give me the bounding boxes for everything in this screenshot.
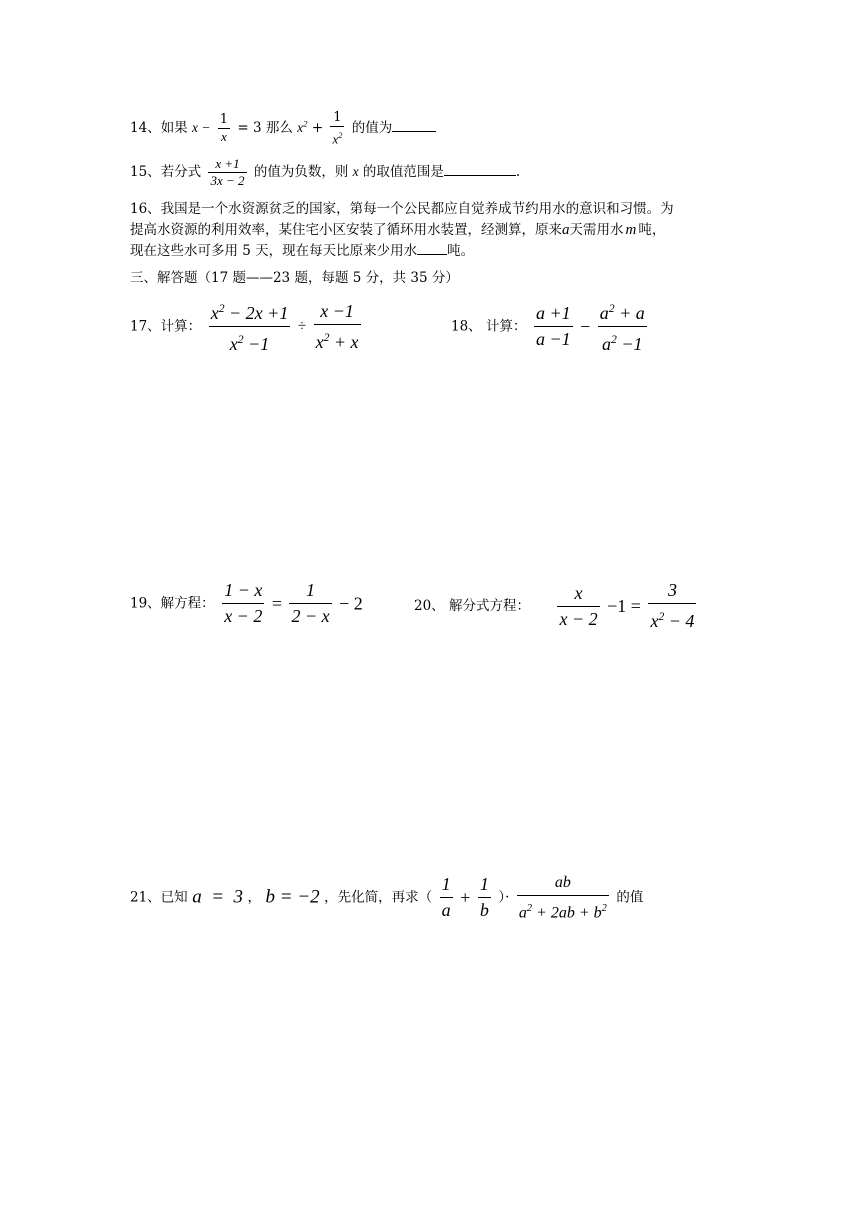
question-18: [451, 296, 650, 357]
q16-var-m: m: [625, 222, 637, 238]
question-20: [414, 578, 699, 634]
q16-var-a: a: [562, 222, 570, 238]
q14-fraction-2: $\frac{1}{x^2}$: [332, 110, 343, 147]
q19-tail: − 2: [339, 593, 363, 614]
q19-eq: =: [271, 593, 282, 614]
q21-close: ）·: [498, 889, 510, 906]
q17-operator: ÷: [297, 318, 307, 335]
q14-eq: = 3: [237, 120, 262, 137]
question-16-line-1: 16、我国是一个水资源贫乏的国家，第每一个公民都应自觉养成节约用水的意识和习惯。为: [130, 201, 674, 217]
q17-fraction-1: $\frac{x^2 - 2x +1}{x^2 -1}$: [209, 296, 291, 357]
q15-prefix: 若分式: [160, 164, 202, 180]
question-16-line-2: 提高水资源的利用效率，某住宅小区安装了循环用水装置，经测算，原来a天需用水 m 吨，: [130, 222, 666, 238]
q18-operator: −: [580, 316, 591, 337]
q14-plus: +: [311, 120, 324, 137]
q21-a-expr: a = 3: [192, 886, 244, 908]
q21-comma: ，: [247, 889, 262, 905]
q15-answer-blank[interactable]: [444, 162, 516, 176]
q21-plus: +: [460, 887, 471, 908]
q19-fraction-2: $\frac{1}{2 - x}$: [289, 578, 331, 629]
q15-end: .: [515, 164, 521, 180]
q21-prefix: 21、已知: [130, 889, 188, 906]
q18-fraction-1: $\frac{a +1}{a -1}$: [534, 301, 573, 352]
question-21: [130, 870, 643, 925]
q15-number: 15、: [130, 164, 161, 180]
q19-label: 19、解方程：: [130, 595, 215, 612]
q14-prefix: 如果: [160, 120, 188, 137]
q21-suffix: 的值: [616, 889, 644, 906]
q20-mid: −1 =: [607, 596, 641, 616]
q21-text: ，先化简，再求（: [324, 889, 433, 906]
q14-fraction: $\frac{1}{x}$: [219, 112, 229, 145]
q15-fraction: $\frac{x +1}{3x - 2}$: [210, 156, 245, 188]
q21-fraction-3: $\frac{ab}{a^2 + 2ab + b^2}$: [517, 870, 609, 925]
q14-number: 14、: [130, 120, 161, 137]
q14-lhs: x −: [191, 120, 211, 136]
q14-mid: 那么: [265, 120, 293, 137]
q19-fraction-1: $\frac{1 - x}{x - 2}$: [222, 578, 264, 629]
q18-label: 18、 计算：: [451, 318, 527, 335]
q14-expr: $x^2$: [297, 118, 308, 136]
q15-var: x: [352, 164, 359, 179]
question-14: [130, 110, 436, 147]
q20-label: 20、 解分式方程：: [414, 598, 530, 614]
question-16-line-3: 现在这些水可多用 5 天，现在每天比原来少用水 吨。: [130, 243, 475, 259]
q16-answer-blank[interactable]: [417, 241, 447, 255]
q17-fraction-2: $\frac{x -1}{x^2 + x}$: [314, 299, 361, 355]
q18-fraction-2: $\frac{a^2 + a}{a^2 -1}$: [598, 296, 647, 357]
question-19: [130, 578, 363, 629]
q14-answer-blank[interactable]: [392, 118, 436, 132]
question-17: [130, 296, 364, 357]
q15-text2: 的取值范围是: [362, 164, 444, 180]
q15-text1: 的值为负数，则: [253, 164, 349, 180]
q20-fraction-1: $\frac{x}{x - 2}$: [557, 581, 599, 632]
q20-fraction-2: $\frac{3}{x^2 - 4}$: [648, 578, 696, 634]
q21-b-expr: b = −2: [265, 886, 320, 908]
question-15: [130, 156, 520, 189]
q17-label: 17、计算：: [130, 318, 202, 335]
q14-suffix: 的值为: [351, 120, 393, 137]
section-3-title: 三、解答题（17 题——23 题，每题 5 分，共 35 分）: [130, 270, 459, 286]
q21-fraction-1: $\frac{1}{a}$: [440, 872, 453, 923]
q21-fraction-2: $\frac{1}{b}$: [478, 872, 491, 923]
